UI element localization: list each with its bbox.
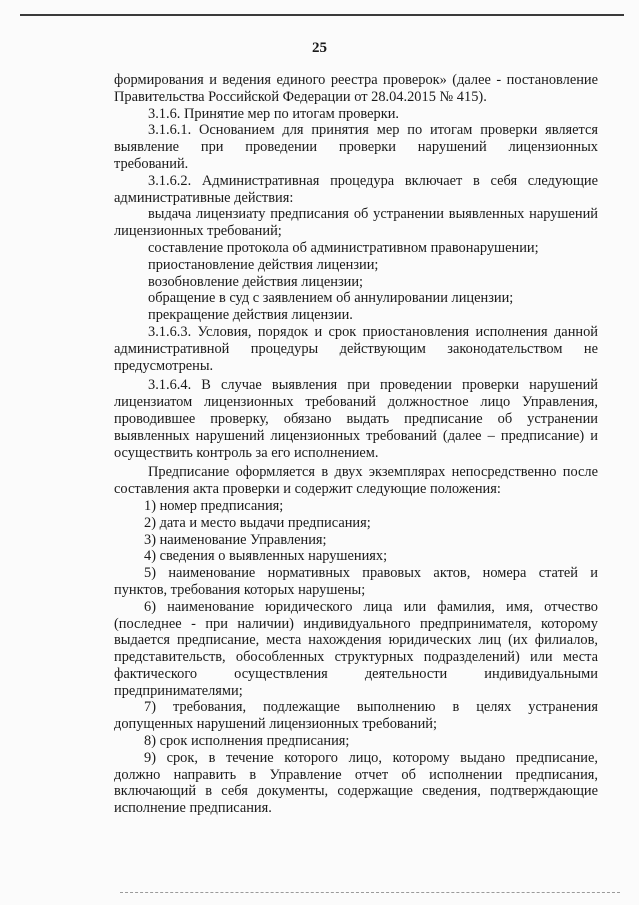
list-item: 7) требования, подлежащие выполнению в целях устранения: [144, 699, 598, 716]
list-item: включающий в себя документы, содержащие сведения, подтверждающие: [114, 783, 598, 800]
list-item: (последнее - при наличии) индивидуального предпринимателя, которому: [114, 615, 598, 632]
text-line: формирования и ведения единого реестра проверок» (далее - постановление: [114, 72, 598, 88]
text-line: Правительства Российской Федерации от 28.04.2015 № 415).: [114, 88, 487, 105]
list-item: 1) номер предписания;: [144, 497, 284, 514]
list-item: предпринимателями;: [114, 682, 243, 699]
text-line: Предписание оформляется в двух экземплярах непосредственно после: [148, 464, 598, 481]
list-item: 8) срок исполнения предписания;: [144, 733, 350, 750]
list-item: приостановление действия лицензии;: [148, 256, 379, 273]
list-item: 4) сведения о выявленных нарушениях;: [144, 548, 388, 565]
text-line: выявление при проведении проверки нарушений лицензионных: [114, 139, 598, 156]
list-item: фактического осуществления деятельности индивидуальными: [114, 665, 598, 682]
text-line: проводившее проверку, обязано выдать предписание об устранении: [114, 410, 598, 427]
list-item: пунктов, требования которых нарушены;: [114, 581, 366, 598]
scan-artifact-line: [120, 892, 620, 894]
list-item: представительств, обособленных структурных подразделений) или места: [114, 649, 598, 666]
list-item: 3) наименование Управления;: [144, 531, 327, 548]
list-item: 6) наименование юридического лица или фамилия, имя, отчество: [144, 598, 598, 615]
text-line: лицензиатом лицензионных требований должностное лицо Управления,: [114, 394, 598, 411]
list-item: выдача лицензиату предписания об устранении выявленных нарушений: [148, 206, 598, 223]
scan-edge-line: [20, 14, 624, 16]
list-item: лицензионных требований;: [114, 223, 282, 240]
text-line: выявленных нарушений лицензионных требований (далее – предписание) и: [114, 427, 598, 444]
text-line: 3.1.6.3. Условия, порядок и срок приостановления исполнения данной: [148, 323, 598, 340]
page-number: 25: [312, 40, 327, 56]
text-line: требований.: [114, 155, 189, 172]
text-line: административной процедуры действующим законодательством не: [114, 340, 598, 357]
text-line: 3.1.6.1. Основанием для принятия мер по итогам проверки является: [148, 122, 598, 139]
text-line: составления акта проверки и содержит следующие положения:: [114, 481, 501, 498]
list-item: возобновление действия лицензии;: [148, 273, 364, 290]
list-item: исполнение предписания.: [114, 800, 272, 817]
list-item: обращение в суд с заявлением об аннулировании лицензии;: [148, 290, 514, 307]
text-line: 3.1.6.4. В случае выявления при проведении проверки нарушений: [148, 377, 598, 394]
text-line: предусмотрены.: [114, 357, 214, 374]
document-text: [114, 72, 598, 817]
text-line: осуществить контроль за его исполнением.: [114, 444, 379, 461]
list-item: выдается предписание, места нахождения юридических лиц (их филиалов,: [114, 632, 598, 649]
list-item: составление протокола об административном правонарушении;: [148, 239, 539, 256]
section-heading: 3.1.6. Принятие мер по итогам проверки.: [148, 105, 400, 122]
list-item: 2) дата и место выдачи предписания;: [144, 514, 371, 531]
list-item: допущенных нарушений лицензионных требований;: [114, 716, 437, 733]
list-item: 5) наименование нормативных правовых актов, номера статей и: [144, 565, 598, 582]
list-item: 9) срок, в течение которого лицо, которому выдано предписание,: [144, 749, 598, 766]
list-item: прекращение действия лицензии.: [148, 307, 353, 324]
text-line: 3.1.6.2. Административная процедура включает в себя следующие: [148, 172, 598, 189]
text-line: административные действия:: [114, 189, 294, 206]
list-item: должно направить в Управление отчет об исполнении предписания,: [114, 766, 598, 783]
